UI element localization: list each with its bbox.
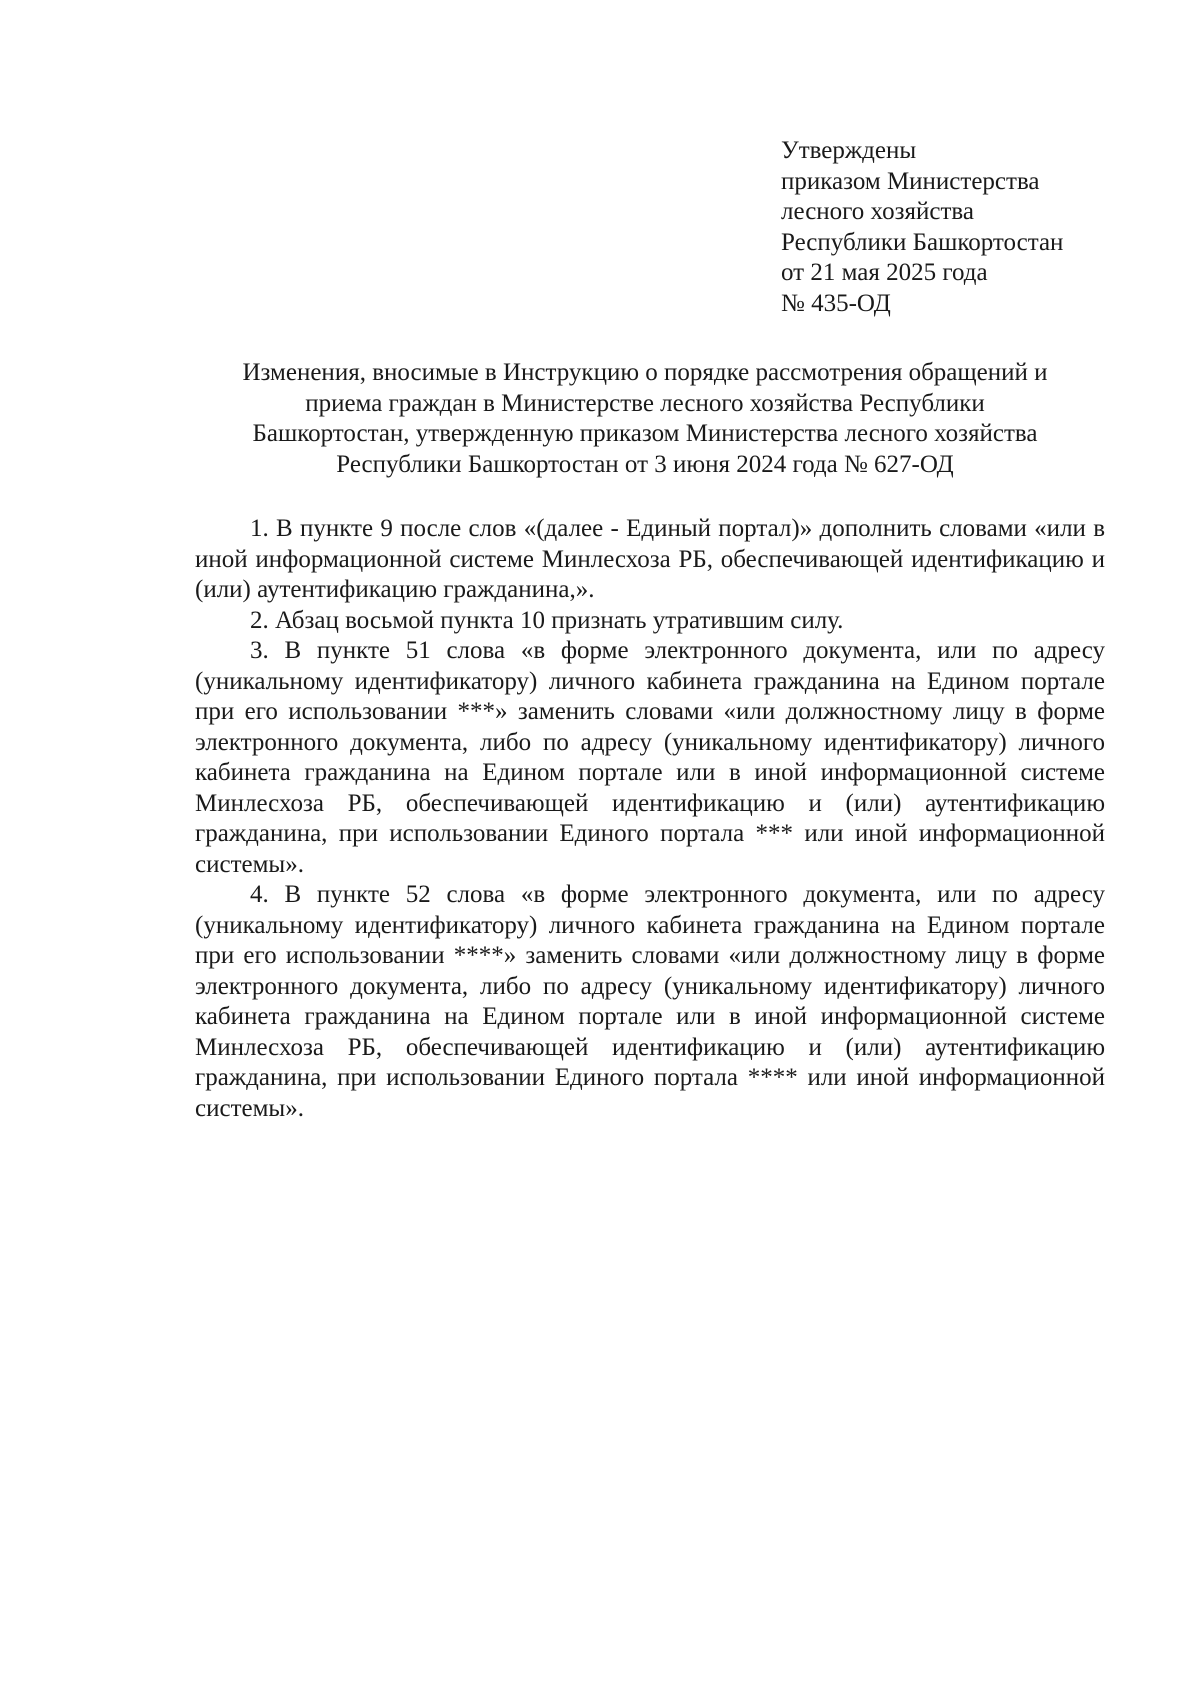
title-line: приема граждан в Министерстве лесного хозяйства Республики (305, 389, 985, 417)
approval-line: Республики Башкортостан (781, 228, 1064, 256)
document-body (195, 514, 1105, 1124)
paragraph-item-2: 2. Абзац восьмой пункта 10 признать утратившим силу. (250, 606, 844, 634)
title-line: Башкортостан, утвержденную приказом Министерства лесного хозяйства (252, 420, 1038, 447)
paragraph-item-3: 3. В пункте 51 слова «в форме электронного документа, или по адресу (уникальному идентификатору) личного кабинета гражданина на Едином портале при его использовании ***» заменить словами «или должностному лицу в форме электронного документа, либо по адресу (уникальному идентификатору) личного кабинета гражданина на Едином портале или в иной информационной системе Минлесхоза РБ, обеспечивающей идентификацию и (или) аутентификацию гражданина, при использовании Единого портала *** или иной информационной системы». (195, 637, 1105, 878)
approval-block (781, 136, 1161, 319)
title-line: Изменения, вносимые в Инструкцию о порядке рассмотрения обращений и (242, 359, 1048, 386)
approval-line: № 435-ОД (781, 289, 891, 317)
paragraph-item-4: 4. В пункте 52 слова «в форме электронного документа, или по адресу (уникальному идентификатору) личного кабинета гражданина на Едином портале при его использовании ****» заменить словами «или должностному лицу в форме электронного документа, либо по адресу (уникальному идентификатору) личного кабинета гражданина на Едином портале или в иной информационной системе Минлесхоза РБ, обеспечивающей идентификацию и (или) аутентификацию гражданина, при использовании Единого портала **** или иной информационной системы». (195, 881, 1105, 1122)
approval-line: лесного хозяйства (781, 198, 974, 225)
approval-line: от 21 мая 2025 года (781, 259, 988, 286)
document-title (195, 358, 1095, 480)
paragraph-item-1: 1. В пункте 9 после слов «(далее - Единый портал)» дополнить словами «или в иной информационной системе Минлесхоза РБ, обеспечивающей идентификацию и (или) аутентификацию гражданина,». (195, 515, 1105, 603)
title-line: Республики Башкортостан от 3 июня 2024 года № 627-ОД (336, 450, 954, 478)
approval-line: приказом Министерства (781, 167, 1040, 195)
approval-line: Утверждены (781, 137, 917, 164)
